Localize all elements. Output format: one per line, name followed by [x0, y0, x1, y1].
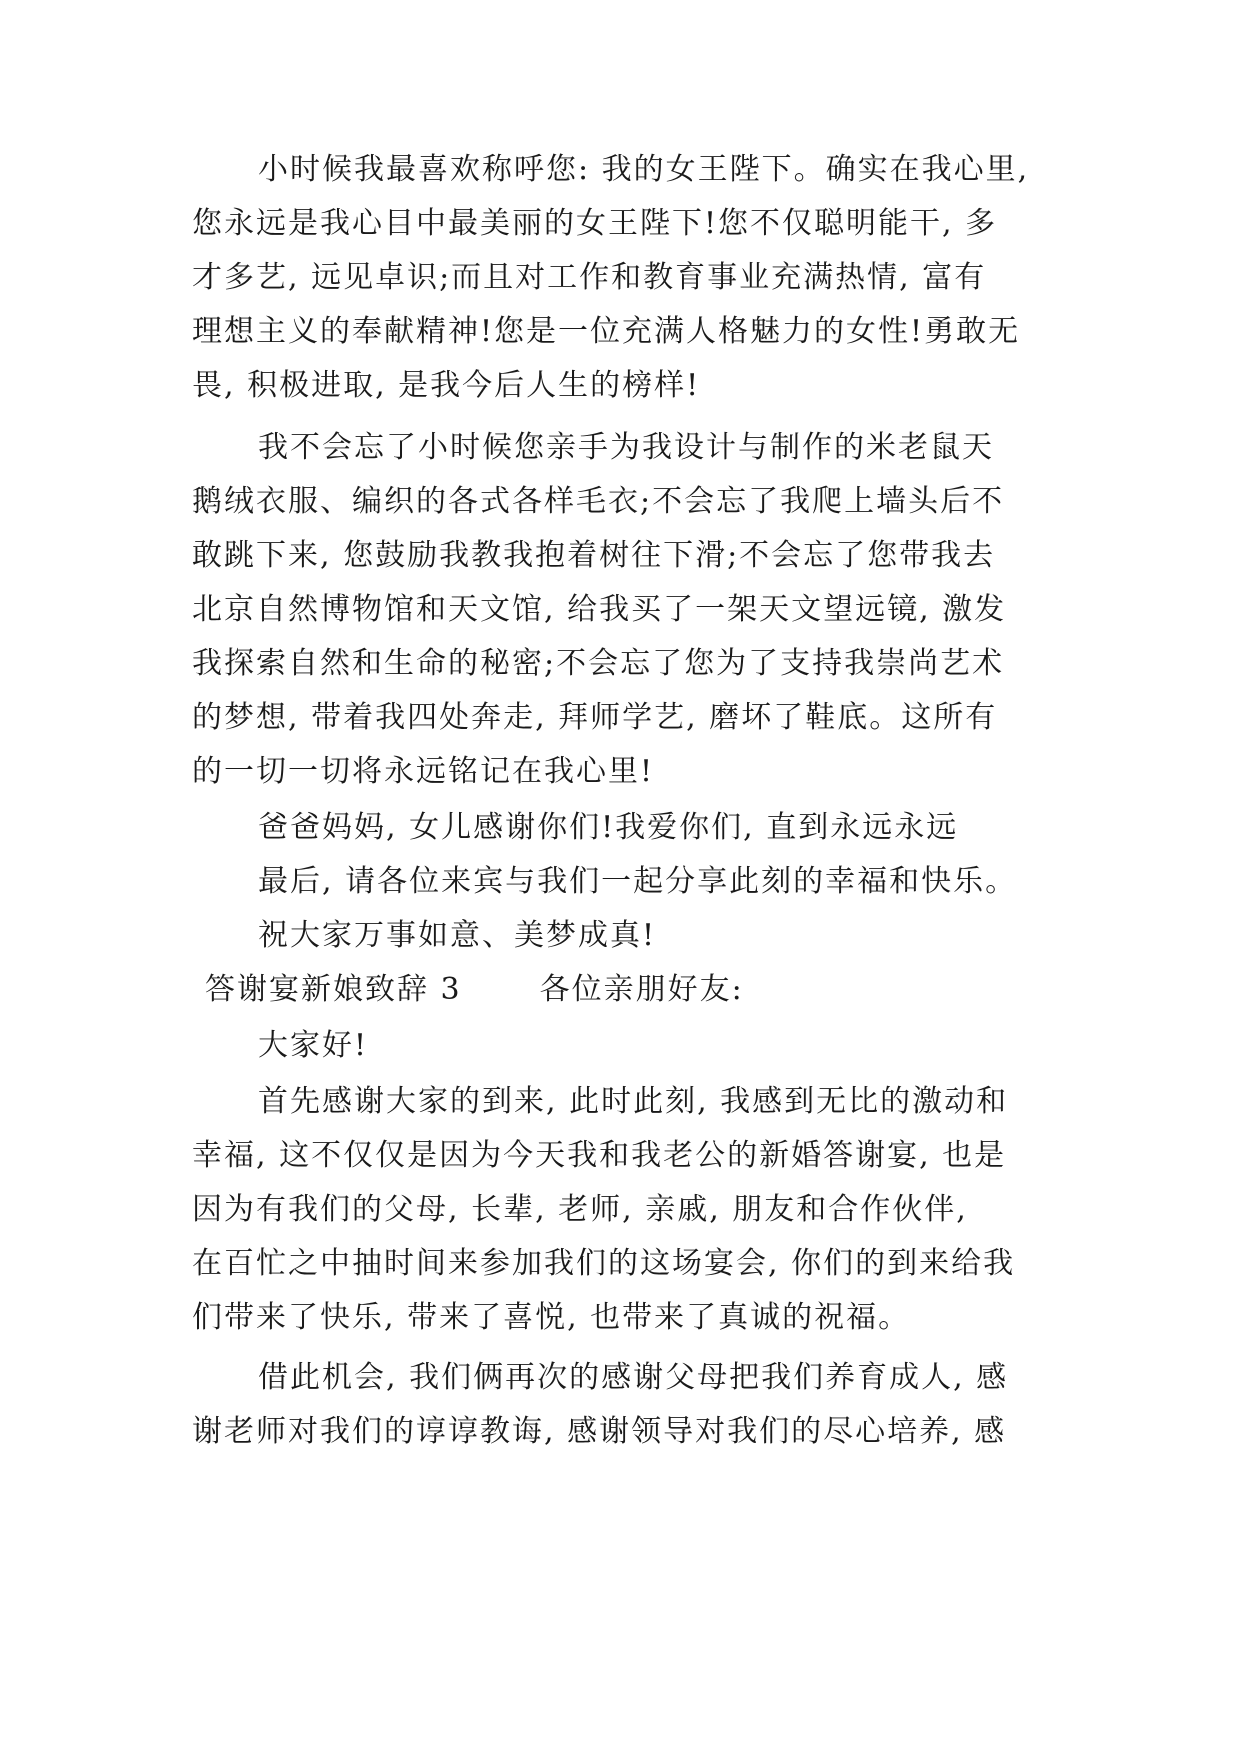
paragraph-line: 小时候我最喜欢称呼您: 我的女王陛下。确实在我心里, [258, 152, 1030, 187]
heading-title: 答谢宴新娘致辞 3 [205, 972, 462, 1007]
paragraph-line: 首先感谢大家的到来, 此时此刻, 我感到无比的激动和 [258, 1084, 1009, 1119]
paragraph-line: 的梦想, 带着我四处奔走, 拜师学艺, 磨坏了鞋底。这所有 [192, 700, 998, 735]
paragraph-line: 祝大家万事如意、美梦成真! [258, 918, 657, 953]
paragraph-line: 借此机会, 我们俩再次的感谢父母把我们养育成人, 感 [258, 1360, 1009, 1395]
paragraph-line: 我不会忘了小时候您亲手为我设计与制作的米老鼠天 [258, 430, 994, 465]
paragraph-line: 爸爸妈妈, 女儿感谢你们!我爱你们, 直到永远永远 [258, 810, 959, 845]
paragraph-line: 因为有我们的父母, 长辈, 老师, 亲戚, 朋友和合作伙伴, [192, 1192, 968, 1227]
paragraph-line: 理想主义的奉献精神!您是一位充满人格魅力的女性!勇敢无 [192, 314, 1021, 349]
heading-salutation: 各位亲朋好友: [539, 972, 744, 1007]
paragraph-line: 您永远是我心目中最美丽的女王陛下!您不仅聪明能干, 多 [192, 206, 998, 241]
paragraph-line: 最后, 请各位来宾与我们一起分享此刻的幸福和快乐。 [258, 864, 1018, 899]
paragraph-line: 的一切一切将永远铭记在我心里! [192, 754, 655, 789]
paragraph-line: 畏, 积极进取, 是我今后人生的榜样! [192, 368, 701, 403]
paragraph-line: 才多艺, 远见卓识;而且对工作和教育事业充满热情, 富有 [192, 260, 987, 295]
paragraph-line: 大家好! [258, 1028, 369, 1063]
paragraph-line: 鹅绒衣服、编织的各式各样毛衣;不会忘了我爬上墙头后不 [192, 484, 1005, 519]
section-heading [205, 970, 744, 1010]
paragraph-line: 在百忙之中抽时间来参加我们的这场宴会, 你们的到来给我 [192, 1246, 1016, 1281]
paragraph-line: 幸福, 这不仅仅是因为今天我和我老公的新婚答谢宴, 也是 [192, 1138, 1007, 1173]
paragraph-line: 北京自然博物馆和天文馆, 给我买了一架天文望远镜, 激发 [192, 592, 1007, 627]
paragraph-line: 谢老师对我们的谆谆教诲, 感谢领导对我们的尽心培养, 感 [192, 1414, 1007, 1449]
paragraph-line: 们带来了快乐, 带来了喜悦, 也带来了真诚的祝福。 [192, 1300, 911, 1335]
paragraph-line: 我探索自然和生命的秘密;不会忘了您为了支持我崇尚艺术 [192, 646, 1005, 681]
paragraph-line: 敢跳下来, 您鼓励我教我抱着树往下滑;不会忘了您带我去 [192, 538, 996, 573]
